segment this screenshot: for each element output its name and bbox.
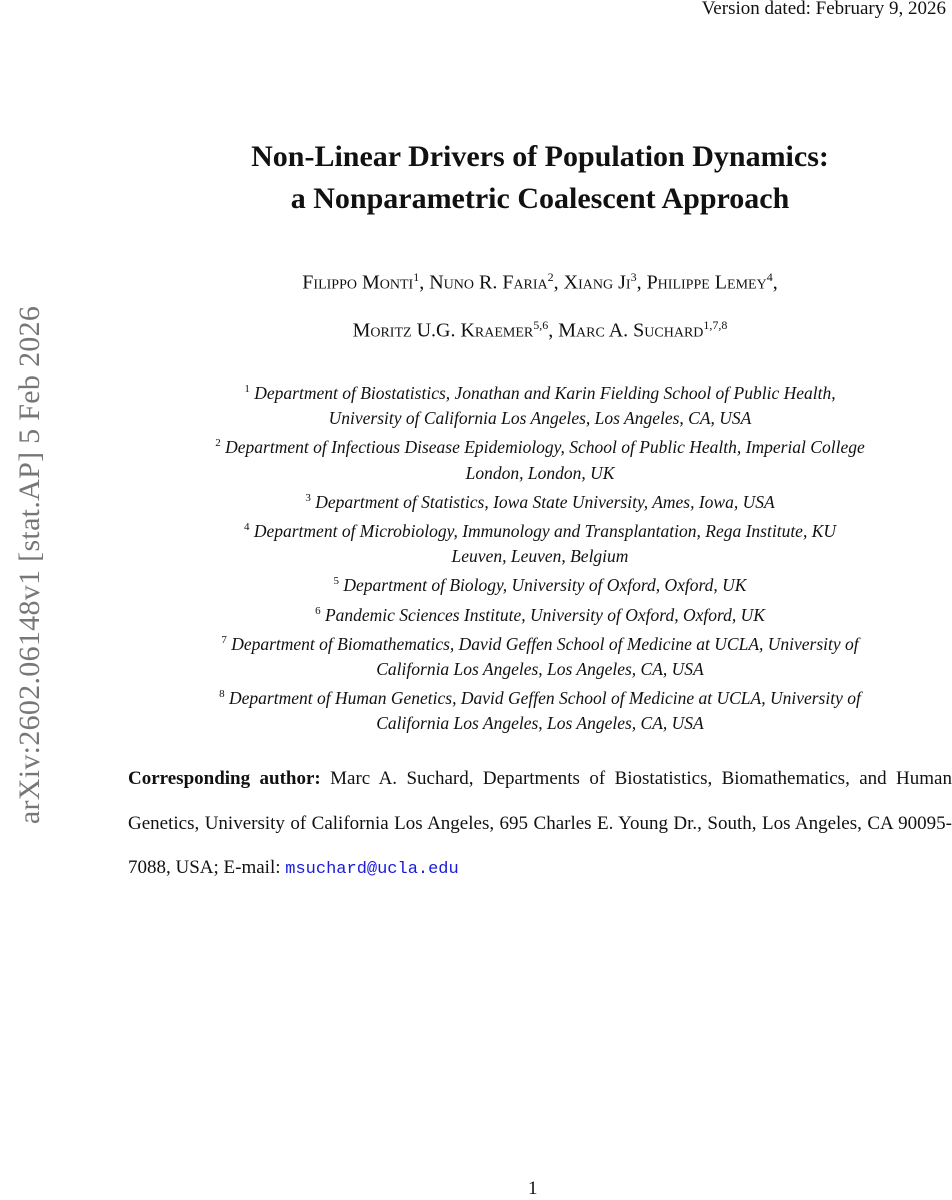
arxiv-identifier: arXiv:2602.06148v1 [stat.AP] 5 Feb 2026 [13,305,46,825]
email-link[interactable]: msuchard@ucla.edu [285,860,459,879]
affiliations [128,377,952,736]
affiliation-line [128,431,952,460]
affiliation-line [128,711,952,736]
page-number: 1 [528,1178,538,1199]
version-date: Version dated: February 9, 2026 [701,0,946,19]
affiliation-text: Department of Human Genetics, David Geffen School of Medicine at UCLA, University of [229,687,861,708]
affiliation-line [128,406,952,431]
affiliation-number: 8 [219,688,225,701]
affiliation-number: 4 [243,520,250,533]
affiliation-number: 6 [315,604,321,617]
affiliation-text: Department of Infectious Disease Epidemiology, School of Public Health, Imperial College [225,437,865,458]
author-affil-ref: 1,7,8 [703,317,728,332]
separator: , [772,271,778,294]
affiliation-line [128,599,952,628]
author-name: Filippo Monti [302,271,414,294]
affiliation-text: Leuven, Leuven, Belgium [451,546,629,567]
author-name: Moritz U.G. Kraemer [352,319,534,342]
affiliation-line [128,515,952,544]
affiliation-text: Department of Biomathematics, David Geffen School of Medicine at UCLA, University of [231,633,859,654]
author-affil-ref: 3 [630,270,637,284]
corresponding-text: Marc A. Suchard, Departments of Biostatistics, Biomathematics, and Human Genetics, University of California Los Angeles, 695 Charles E. Young Dr., South, Los Angeles, CA 90095-7088, USA; E-mail: [128,768,952,878]
author-affil-ref: 2 [547,270,554,284]
affiliation-text: Department of Biostatistics, Jonathan and Karin Fielding School of Public Health, [254,382,836,403]
author-list [128,256,952,351]
corresponding-author [128,757,952,893]
affiliation-text: London, London, UK [465,462,615,483]
affiliation-line [128,461,952,486]
affiliation-line [128,628,952,657]
affiliation-text: California Los Angeles, Los Angeles, CA, USA [376,658,704,679]
affiliation-text: Department of Microbiology, Immunology and Transplantation, Rega Institute, KU [253,520,837,541]
affiliation-line [128,377,952,406]
affiliation-number: 7 [221,633,227,646]
title-line-2: a Nonparametric Coalescent Approach [290,182,790,215]
affiliation-number: 1 [244,383,250,395]
corresponding-label: Corresponding author: [128,768,321,789]
affiliation-number: 5 [333,575,339,588]
affiliation-line [128,657,952,682]
author-line-2 [128,304,952,352]
separator: , [553,271,564,294]
separator: , [548,319,559,342]
affiliation-line [128,569,952,598]
affiliation-number: 2 [215,437,221,450]
author-affil-ref: 4 [766,270,773,284]
author-name: Nuno R. Faria [429,271,548,294]
affiliation-line [128,544,952,569]
affiliation-line [128,486,952,515]
author-affil-ref: 5,6 [533,317,549,332]
affiliation-text: California Los Angeles, Los Angeles, CA, USA [376,713,704,734]
affiliation-text: University of California Los Angeles, Los Angeles, CA, USA [328,408,752,429]
author-affil-ref: 1 [413,270,420,284]
author-line-1 [128,256,952,304]
paper-title [128,136,952,220]
separator: , [419,271,430,294]
affiliation-text: Department of Statistics, Iowa State University, Ames, Iowa, USA [315,491,775,512]
title-line-1: Non-Linear Drivers of Population Dynamics: [251,140,829,173]
affiliation-line [128,682,952,711]
author-name: Marc A. Suchard [558,319,704,342]
affiliation-text: Pandemic Sciences Institute, University of Oxford, Oxford, UK [324,604,765,625]
separator: , [636,271,647,294]
affiliation-number: 3 [305,491,311,504]
affiliation-text: Department of Biology, University of Oxford, Oxford, UK [343,575,747,596]
author-name: Philippe Lemey [646,271,767,294]
author-name: Xiang Ji [563,271,631,294]
